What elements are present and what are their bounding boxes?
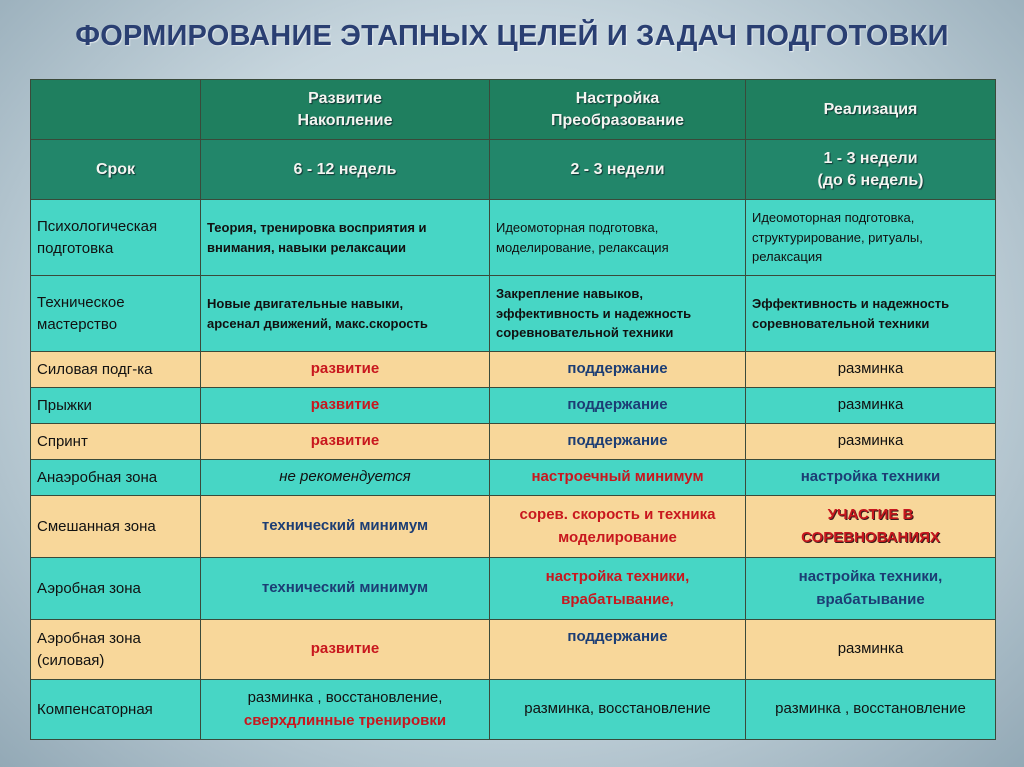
row-anaerobic: [31, 460, 996, 496]
row-jumps-stage-1: развитие: [201, 388, 490, 424]
header-corner-cell: [31, 80, 201, 140]
row-aerobic-power-stage-2: поддержание: [490, 620, 746, 680]
row-mixed-stage-2-line-2: моделирование: [558, 528, 677, 546]
header-stage-1-line-2: Накопление: [297, 111, 393, 129]
row-jumps-label: Прыжки: [31, 388, 201, 424]
row-anaerobic-stage-1: не рекомендуется: [201, 460, 490, 496]
row-compensatory-stage-1-line-2: сверхдлинные тренировки: [243, 711, 447, 729]
row-compensatory-stage-2: разминка, восстановление: [490, 680, 746, 740]
row-aerobic-power-label: [31, 620, 201, 680]
row-tech: [31, 276, 996, 352]
row-tech-label-line-2: мастерство: [37, 315, 118, 333]
srok-label: Срок: [31, 140, 201, 200]
row-jumps-stage-3: разминка: [746, 388, 996, 424]
srok-stage-3-line-2: (до 6 недель): [817, 171, 924, 189]
row-aerobic-stage-3-line-2: врабатывание: [816, 590, 925, 608]
row-mixed-stage-3-line-2: СОРЕВНОВАНИЯХ: [801, 528, 940, 546]
row-tech-stage-3-line-1: Эффективность и надежность: [752, 296, 950, 311]
row-sprint: [31, 424, 996, 460]
row-psych-label-line-2: подготовка: [37, 239, 114, 257]
row-sprint-label: Спринт: [31, 424, 201, 460]
row-sprint-stage-2: поддержание: [490, 424, 746, 460]
row-power-stage-2: поддержание: [490, 352, 746, 388]
srok-stage-2-value: 2 - 3 недели: [570, 160, 665, 178]
row-aerobic-stage-1: технический минимум: [201, 558, 490, 620]
header-stage-2: [490, 80, 746, 140]
row-tech-stage-3: [746, 276, 996, 352]
row-psych-stage-2-line-1: Идеомоторная подготовка,: [496, 220, 659, 235]
row-psych-stage-3-line-1: Идеомоторная подготовка,: [752, 210, 915, 226]
row-psych-stage-2: [490, 200, 746, 276]
row-aerobic-power-label-line-2: (силовая): [37, 651, 105, 669]
row-mixed-label: Смешанная зона: [31, 496, 201, 558]
row-compensatory-label: Компенсаторная: [31, 680, 201, 740]
row-anaerobic-label: Анаэробная зона: [31, 460, 201, 496]
row-tech-stage-2-line-3: соревновательной техники: [496, 325, 674, 341]
srok-stage-1-value: 6 - 12 недель: [293, 160, 397, 178]
row-tech-label-line-1: Техническое: [37, 293, 125, 311]
row-mixed-stage-1: технический минимум: [201, 496, 490, 558]
row-anaerobic-stage-2: настроечный минимум: [490, 460, 746, 496]
srok-row: [31, 140, 996, 200]
row-aerobic: [31, 558, 996, 620]
row-psych-stage-1-line-1: Теория, тренировка восприятия и: [207, 220, 427, 235]
row-psych-stage-3-line-2: структурирование, ритуалы,: [752, 229, 923, 245]
row-psych-stage-3: [746, 200, 996, 276]
header-stage-3-line-1: Реализация: [823, 100, 918, 118]
row-tech-label: [31, 276, 201, 352]
row-mixed: [31, 496, 996, 558]
row-aerobic-power-stage-1: развитие: [201, 620, 490, 680]
srok-stage-2: [490, 140, 746, 200]
row-psych-label-line-1: Психологическая: [37, 217, 158, 235]
header-stage-2-line-2: Преобразование: [551, 111, 684, 129]
header-stage-1: [201, 80, 490, 140]
row-mixed-stage-3-line-1: УЧАСТИЕ В: [827, 506, 914, 523]
row-mixed-stage-2: [490, 496, 746, 558]
row-tech-stage-2-line-1: Закрепление навыков,: [496, 286, 643, 302]
row-tech-stage-1-line-2: арсенал движений, макс.скорость: [207, 315, 428, 331]
row-power: [31, 352, 996, 388]
row-aerobic-stage-3-line-1: настройка техники,: [798, 568, 943, 585]
row-aerobic-stage-3: [746, 558, 996, 620]
row-psych-label: [31, 200, 201, 276]
row-mixed-stage-3: [746, 496, 996, 558]
srok-stage-1: [201, 140, 490, 200]
row-aerobic-label: Аэробная зона: [31, 558, 201, 620]
row-compensatory: [31, 680, 996, 740]
row-psych-stage-2-line-2: моделирование, релаксация: [496, 239, 669, 255]
row-tech-stage-3-line-2: соревновательной техники: [752, 315, 930, 331]
row-tech-stage-1-line-1: Новые двигательные навыки,: [207, 296, 404, 311]
row-sprint-stage-3: разминка: [746, 424, 996, 460]
row-psych-stage-1: [201, 200, 490, 276]
row-aerobic-stage-2: [490, 558, 746, 620]
row-tech-stage-2: [490, 276, 746, 352]
row-jumps: [31, 388, 996, 424]
row-sprint-stage-1: развитие: [201, 424, 490, 460]
row-tech-stage-2-line-2: эффективность и надежность: [496, 305, 692, 321]
row-anaerobic-stage-3: настройка техники: [746, 460, 996, 496]
row-power-stage-1: развитие: [201, 352, 490, 388]
page-title: ФОРМИРОВАНИЕ ЭТАПНЫХ ЦЕЛЕЙ И ЗАДАЧ ПОДГОТОВКИ: [75, 20, 949, 52]
row-aerobic-power: [31, 620, 996, 680]
row-power-stage-3: разминка: [746, 352, 996, 388]
header-stage-1-line-1: Развитие: [308, 89, 382, 107]
row-psych-stage-3-line-3: релаксация: [752, 249, 823, 265]
row-mixed-stage-2-line-1: сорев. скорость и техника: [519, 506, 716, 523]
header-stage-3: [746, 80, 996, 140]
row-aerobic-stage-2-line-1: настройка техники,: [545, 568, 690, 585]
row-compensatory-stage-3: разминка , восстановление: [746, 680, 996, 740]
row-psych: [31, 200, 996, 276]
row-jumps-stage-2: поддержание: [490, 388, 746, 424]
row-aerobic-stage-2-line-2: врабатывание,: [561, 590, 674, 608]
row-aerobic-power-stage-3: разминка: [746, 620, 996, 680]
row-tech-stage-1: [201, 276, 490, 352]
srok-stage-3: [746, 140, 996, 200]
header-row: [31, 80, 996, 140]
row-power-label: Силовая подг-ка: [31, 352, 201, 388]
row-compensatory-stage-1: [201, 680, 490, 740]
goals-table: [30, 79, 996, 740]
row-aerobic-power-label-line-1: Аэробная зона: [37, 629, 141, 647]
srok-stage-3-line-1: 1 - 3 недели: [823, 149, 918, 167]
row-psych-stage-1-line-2: внимания, навыки релаксации: [207, 239, 407, 255]
row-compensatory-stage-1-line-1: разминка , восстановление,: [247, 689, 443, 706]
header-stage-2-line-1: Настройка: [575, 89, 660, 107]
